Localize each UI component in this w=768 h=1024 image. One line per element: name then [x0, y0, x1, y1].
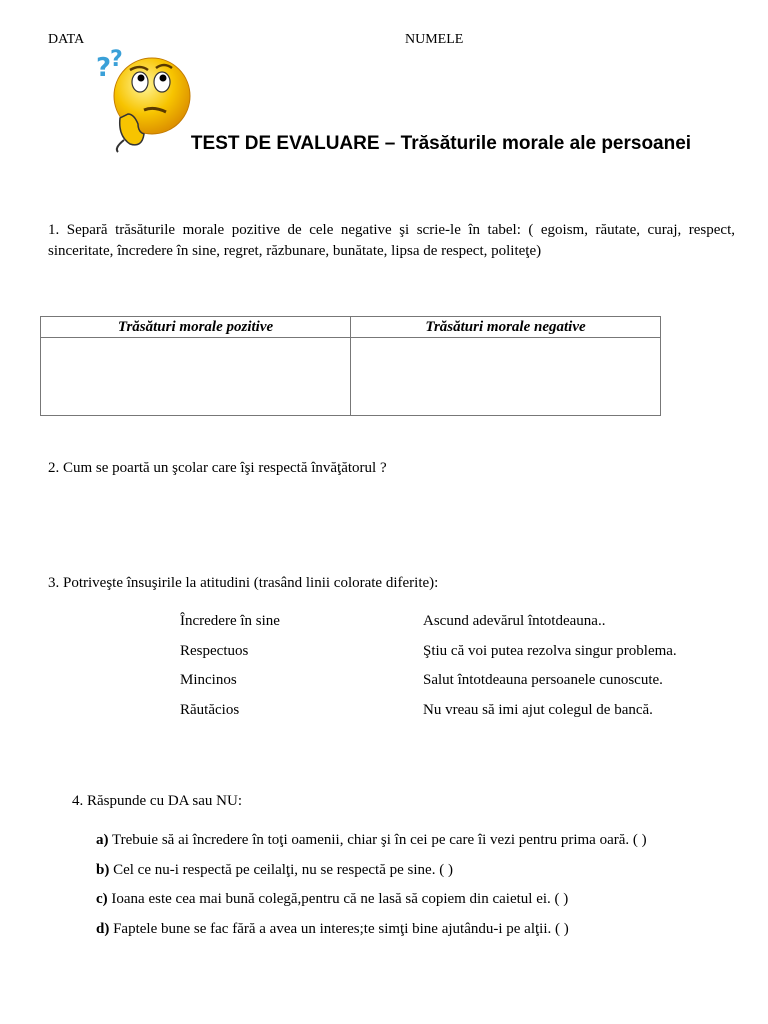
match-left-item: Mincinos [180, 672, 237, 688]
match-left-item: Răutăcios [180, 702, 240, 718]
list-item [96, 856, 736, 886]
svg-text:?: ? [96, 53, 112, 83]
negative-traits-cell[interactable] [351, 338, 661, 416]
name-label: NUMELE [405, 32, 464, 47]
list-item [96, 915, 736, 945]
table-header-negative: Trăsături morale negative [351, 317, 661, 338]
page-title: TEST DE EVALUARE – Trăsăturile morale ale persoanei [190, 133, 692, 154]
item-text: Faptele bune se fac fără a avea un interes;te simţi bine ajutându-i pe alţii. ( ) [109, 920, 569, 937]
question-1: 1. Separă trăsăturile morale pozitive de cele negative şi scrie-le în tabel: ( egoism, răutate, curaj, respect, sinceritate, încredere în sine, regret, răzbunare, bunătate, lipsa de respect, politeţe) [48, 222, 735, 259]
match-left-item: Încredere în sine [180, 613, 280, 629]
traits-table [40, 316, 661, 416]
date-label: DATA [48, 32, 85, 47]
table-header-positive: Trăsături morale pozitive [41, 317, 351, 338]
question-4: 4. Răspunde cu DA sau NU: [72, 793, 242, 809]
item-letter: b) [96, 861, 110, 878]
svg-text:?: ? [110, 48, 123, 72]
list-item [96, 826, 736, 856]
question-3: 3. Potriveşte însuşirile la atitudini (trasând linii colorate diferite): [48, 575, 439, 591]
match-right-item: Ascund adevărul întotdeauna.. [423, 613, 606, 629]
match-right-item: Salut întotdeauna persoanele cunoscute. [423, 672, 663, 688]
question-4-items [96, 826, 736, 944]
positive-traits-cell[interactable] [41, 338, 351, 416]
match-right-item: Ştiu că voi putea rezolva singur problema. [423, 643, 677, 659]
match-right-item: Nu vreau să imi ajut colegul de bancă. [423, 702, 653, 718]
item-letter: d) [96, 920, 110, 937]
list-item [96, 885, 736, 915]
item-text: Trebuie să ai încredere în toţi oamenii, chiar şi în cei pe care îi vezi pentru prima oară. ( ) [108, 832, 647, 848]
item-text: Ioana este cea mai bună colegă,pentru că ne lasă să copiem din caietul ei. ( ) [107, 891, 569, 907]
item-letter: a) [96, 832, 109, 848]
item-text: Cel ce nu-i respectă pe ceilalţi, nu se respectă pe sine. ( ) [109, 861, 453, 878]
item-letter: c) [96, 891, 108, 907]
match-left-item: Respectuos [180, 643, 249, 659]
question-2: 2. Cum se poartă un şcolar care îşi respectă învăţătorul ? [48, 460, 387, 476]
